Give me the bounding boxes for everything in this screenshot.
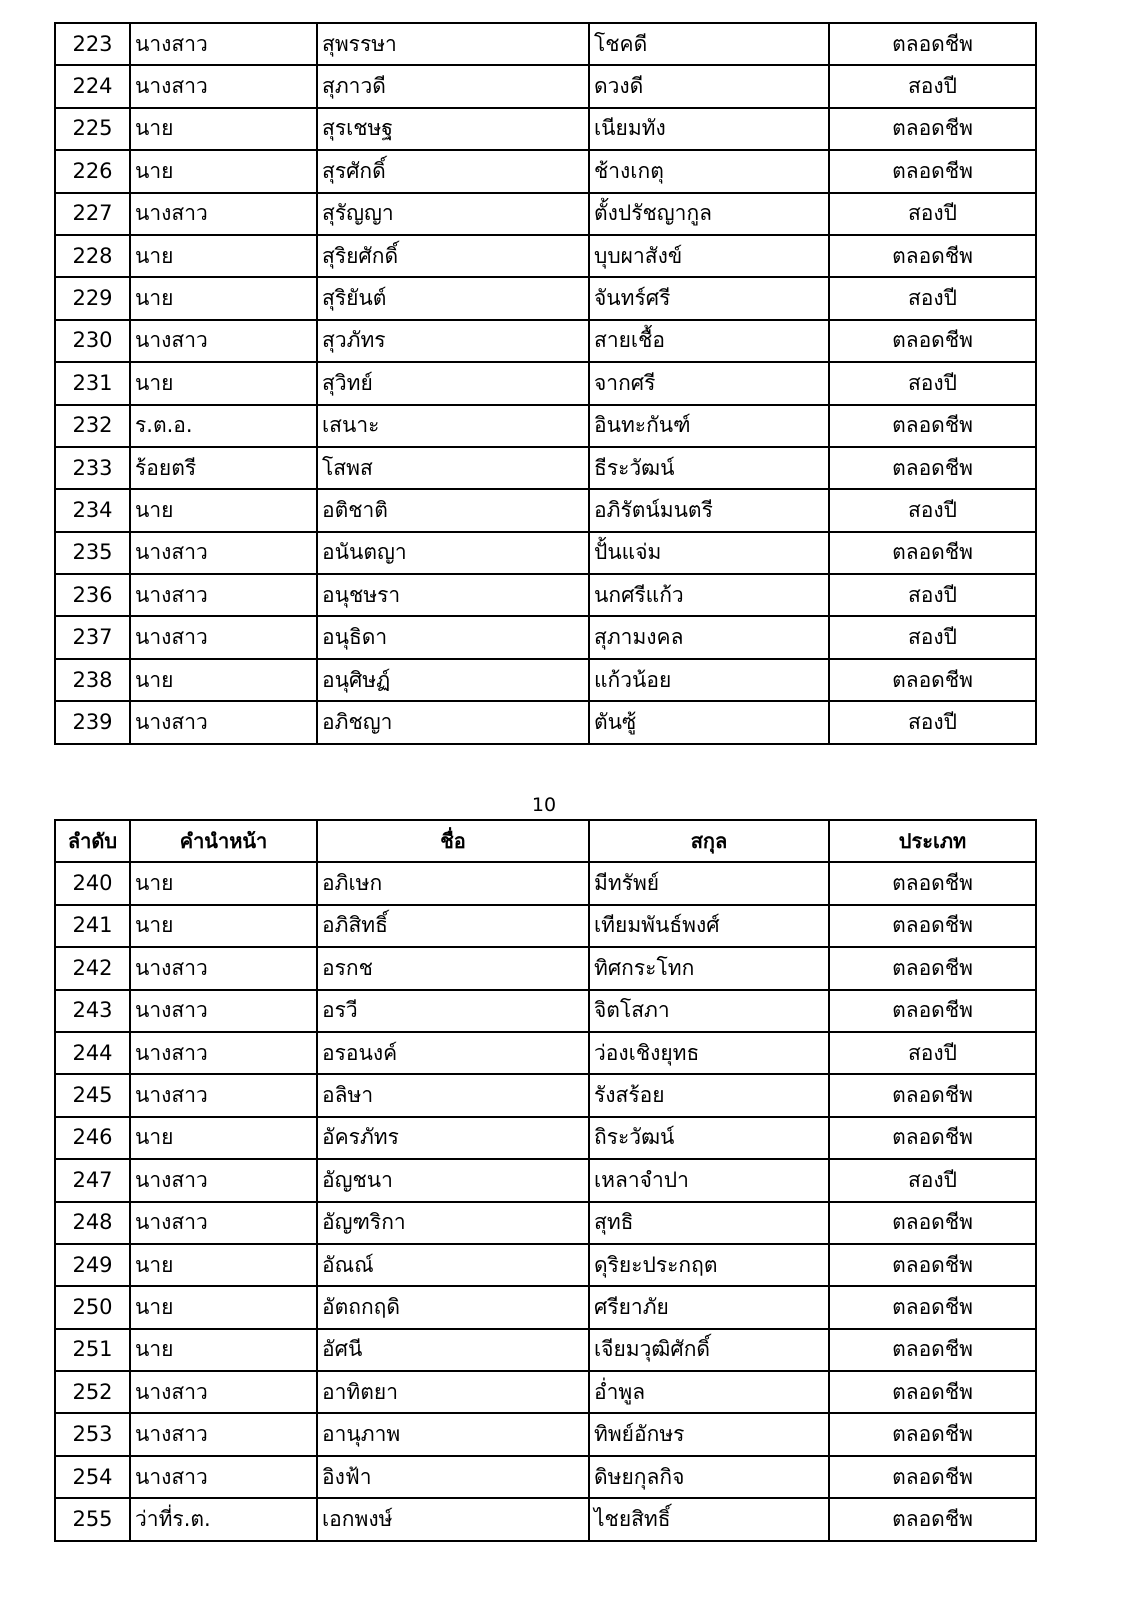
cell-last-name: สุภามงคล — [589, 616, 829, 658]
table-row — [55, 990, 1036, 1032]
table-row — [55, 108, 1036, 150]
cell-order: 237 — [55, 616, 130, 658]
member-table-top — [54, 22, 1037, 745]
cell-type: ตลอดชีพ — [829, 659, 1036, 701]
cell-last-name: ช้างเกตุ — [589, 150, 829, 192]
cell-first-name: อภิชญา — [317, 701, 589, 743]
cell-prefix: นางสาว — [130, 1202, 317, 1244]
cell-type: สองปี — [829, 362, 1036, 404]
cell-order: 255 — [55, 1498, 130, 1540]
cell-last-name: แก้วน้อย — [589, 659, 829, 701]
table-row — [55, 447, 1036, 489]
cell-prefix: นาย — [130, 1286, 317, 1328]
cell-first-name: อัญชนา — [317, 1159, 589, 1201]
cell-prefix: นางสาว — [130, 532, 317, 574]
cell-order: 234 — [55, 489, 130, 531]
cell-first-name: อัศนี — [317, 1329, 589, 1371]
table-row — [55, 1286, 1036, 1328]
cell-first-name: อานุภาพ — [317, 1413, 589, 1455]
page-number: 10 — [531, 794, 557, 816]
cell-type: ตลอดชีพ — [829, 447, 1036, 489]
cell-order: 245 — [55, 1074, 130, 1116]
cell-last-name: อ่ำพูล — [589, 1371, 829, 1413]
cell-last-name: เจียมวุฒิศักดิ์ — [589, 1329, 829, 1371]
table-row — [55, 1159, 1036, 1201]
table-row — [55, 1498, 1036, 1540]
cell-first-name: อัณณ์ — [317, 1244, 589, 1286]
cell-last-name: ว่องเชิงยุทธ — [589, 1032, 829, 1074]
cell-order: 249 — [55, 1244, 130, 1286]
cell-prefix: นางสาว — [130, 1074, 317, 1116]
cell-order: 240 — [55, 862, 130, 904]
cell-type: ตลอดชีพ — [829, 1498, 1036, 1540]
cell-last-name: สุทธิ — [589, 1202, 829, 1244]
cell-order: 228 — [55, 235, 130, 277]
member-table-bottom — [54, 819, 1037, 1542]
cell-prefix: นาย — [130, 362, 317, 404]
cell-prefix: นางสาว — [130, 701, 317, 743]
table-row — [55, 193, 1036, 235]
cell-first-name: อภิสิทธิ์ — [317, 905, 589, 947]
cell-first-name: อนุธิดา — [317, 616, 589, 658]
cell-last-name: จิตโสภา — [589, 990, 829, 1032]
cell-last-name: รังสร้อย — [589, 1074, 829, 1116]
header-first-name: ชื่อ — [317, 820, 589, 862]
cell-type: ตลอดชีพ — [829, 1371, 1036, 1413]
cell-prefix: นาย — [130, 905, 317, 947]
cell-type: ตลอดชีพ — [829, 947, 1036, 989]
cell-prefix: นางสาว — [130, 1413, 317, 1455]
cell-last-name: ศรียาภัย — [589, 1286, 829, 1328]
header-last-name: สกุล — [589, 820, 829, 862]
cell-type: ตลอดชีพ — [829, 320, 1036, 362]
cell-order: 235 — [55, 532, 130, 574]
cell-prefix: นาย — [130, 150, 317, 192]
header-order: ลำดับ — [55, 820, 130, 862]
cell-type: สองปี — [829, 193, 1036, 235]
table-row — [55, 1244, 1036, 1286]
cell-first-name: สุวิทย์ — [317, 362, 589, 404]
cell-type: สองปี — [829, 574, 1036, 616]
table-row — [55, 862, 1036, 904]
table-row — [55, 701, 1036, 743]
table-row — [55, 574, 1036, 616]
cell-prefix: นาย — [130, 1329, 317, 1371]
table-row — [55, 362, 1036, 404]
table-row — [55, 905, 1036, 947]
cell-order: 242 — [55, 947, 130, 989]
table-row — [55, 1413, 1036, 1455]
table-row — [55, 23, 1036, 65]
cell-type: สองปี — [829, 277, 1036, 319]
cell-prefix: นางสาว — [130, 320, 317, 362]
header-row — [55, 820, 1036, 862]
cell-type: ตลอดชีพ — [829, 108, 1036, 150]
cell-prefix: ร้อยตรี — [130, 447, 317, 489]
table-row — [55, 532, 1036, 574]
cell-last-name: จากศรี — [589, 362, 829, 404]
cell-type: ตลอดชีพ — [829, 862, 1036, 904]
cell-first-name: สุรศักดิ์ — [317, 150, 589, 192]
table-row — [55, 489, 1036, 531]
cell-last-name: ถิระวัฒน์ — [589, 1117, 829, 1159]
cell-first-name: อลิษา — [317, 1074, 589, 1116]
cell-first-name: อัตถกฤดิ — [317, 1286, 589, 1328]
cell-order: 229 — [55, 277, 130, 319]
cell-last-name: นกศรีแก้ว — [589, 574, 829, 616]
cell-last-name: บุบผาสังข์ — [589, 235, 829, 277]
cell-prefix: นาย — [130, 659, 317, 701]
cell-type: ตลอดชีพ — [829, 905, 1036, 947]
cell-order: 223 — [55, 23, 130, 65]
cell-prefix: นางสาว — [130, 990, 317, 1032]
cell-first-name: โสพส — [317, 447, 589, 489]
cell-order: 239 — [55, 701, 130, 743]
cell-last-name: เทียมพันธ์พงศ์ — [589, 905, 829, 947]
cell-order: 238 — [55, 659, 130, 701]
table-header — [55, 820, 1036, 862]
table-row — [55, 320, 1036, 362]
cell-last-name: ทิศกระโทก — [589, 947, 829, 989]
cell-order: 250 — [55, 1286, 130, 1328]
cell-type: สองปี — [829, 701, 1036, 743]
cell-prefix: นาย — [130, 108, 317, 150]
cell-order: 254 — [55, 1456, 130, 1498]
cell-type: ตลอดชีพ — [829, 1413, 1036, 1455]
cell-first-name: สุรัญญา — [317, 193, 589, 235]
table-row — [55, 1032, 1036, 1074]
cell-first-name: สุพรรษา — [317, 23, 589, 65]
cell-prefix: นางสาว — [130, 947, 317, 989]
cell-type: ตลอดชีพ — [829, 150, 1036, 192]
cell-last-name: เหลาจำปา — [589, 1159, 829, 1201]
cell-first-name: สุริยศักดิ์ — [317, 235, 589, 277]
cell-type: สองปี — [829, 65, 1036, 107]
cell-first-name: อรวี — [317, 990, 589, 1032]
cell-first-name: สุรเชษฐ — [317, 108, 589, 150]
cell-type: สองปี — [829, 1032, 1036, 1074]
cell-last-name: อภิรัตน์มนตรี — [589, 489, 829, 531]
table-row — [55, 1074, 1036, 1116]
cell-last-name: ดวงดี — [589, 65, 829, 107]
cell-type: ตลอดชีพ — [829, 1329, 1036, 1371]
cell-prefix: นาย — [130, 862, 317, 904]
cell-last-name: โชคดี — [589, 23, 829, 65]
cell-last-name: ธีระวัฒน์ — [589, 447, 829, 489]
cell-type: สองปี — [829, 616, 1036, 658]
cell-type: ตลอดชีพ — [829, 1117, 1036, 1159]
cell-first-name: อัญฑริกา — [317, 1202, 589, 1244]
cell-prefix: นาย — [130, 1244, 317, 1286]
table-row — [55, 1456, 1036, 1498]
cell-order: 241 — [55, 905, 130, 947]
table-row — [55, 947, 1036, 989]
cell-type: ตลอดชีพ — [829, 1244, 1036, 1286]
cell-first-name: สุวภัทร — [317, 320, 589, 362]
cell-prefix: ว่าที่ร.ต. — [130, 1498, 317, 1540]
cell-prefix: นาย — [130, 1117, 317, 1159]
cell-prefix: นาย — [130, 489, 317, 531]
cell-prefix: นางสาว — [130, 1032, 317, 1074]
cell-order: 247 — [55, 1159, 130, 1201]
cell-type: ตลอดชีพ — [829, 405, 1036, 447]
cell-order: 236 — [55, 574, 130, 616]
table-row — [55, 277, 1036, 319]
member-table-bottom-body — [55, 862, 1036, 1540]
cell-prefix: นางสาว — [130, 1456, 317, 1498]
cell-first-name: อิงฟ้า — [317, 1456, 589, 1498]
cell-type: สองปี — [829, 489, 1036, 531]
cell-first-name: เสนาะ — [317, 405, 589, 447]
cell-order: 226 — [55, 150, 130, 192]
header-prefix: คำนำหน้า — [130, 820, 317, 862]
cell-last-name: อินทะกันฑ์ — [589, 405, 829, 447]
cell-first-name: อนุศิษฏ์ — [317, 659, 589, 701]
cell-first-name: สุภาวดี — [317, 65, 589, 107]
table-row — [55, 659, 1036, 701]
cell-type: ตลอดชีพ — [829, 235, 1036, 277]
cell-first-name: อรกช — [317, 947, 589, 989]
cell-last-name: ไชยสิทธิ์ — [589, 1498, 829, 1540]
cell-prefix: ร.ต.อ. — [130, 405, 317, 447]
cell-last-name: ดุริยะประกฤต — [589, 1244, 829, 1286]
cell-prefix: นางสาว — [130, 1159, 317, 1201]
cell-first-name: สุริยันต์ — [317, 277, 589, 319]
cell-prefix: นางสาว — [130, 574, 317, 616]
cell-type: ตลอดชีพ — [829, 1202, 1036, 1244]
cell-type: ตลอดชีพ — [829, 1074, 1036, 1116]
table-row — [55, 1202, 1036, 1244]
cell-type: สองปี — [829, 1159, 1036, 1201]
table-row — [55, 1117, 1036, 1159]
cell-last-name: ตันซู้ — [589, 701, 829, 743]
cell-type: ตลอดชีพ — [829, 1286, 1036, 1328]
cell-order: 227 — [55, 193, 130, 235]
cell-prefix: นาย — [130, 277, 317, 319]
table-row — [55, 1329, 1036, 1371]
header-type: ประเภท — [829, 820, 1036, 862]
cell-order: 231 — [55, 362, 130, 404]
cell-order: 252 — [55, 1371, 130, 1413]
cell-prefix: นางสาว — [130, 23, 317, 65]
cell-type: ตลอดชีพ — [829, 1456, 1036, 1498]
table-row — [55, 235, 1036, 277]
cell-order: 244 — [55, 1032, 130, 1074]
cell-last-name: ตั้งปรัชญากูล — [589, 193, 829, 235]
cell-order: 225 — [55, 108, 130, 150]
cell-first-name: เอกพงษ์ — [317, 1498, 589, 1540]
cell-type: ตลอดชีพ — [829, 23, 1036, 65]
cell-first-name: อนุชษรา — [317, 574, 589, 616]
cell-prefix: นางสาว — [130, 193, 317, 235]
cell-first-name: อภิเษก — [317, 862, 589, 904]
cell-type: ตลอดชีพ — [829, 990, 1036, 1032]
cell-prefix: นางสาว — [130, 616, 317, 658]
table-row — [55, 1371, 1036, 1413]
cell-order: 224 — [55, 65, 130, 107]
table-row — [55, 65, 1036, 107]
cell-last-name: มีทรัพย์ — [589, 862, 829, 904]
cell-order: 232 — [55, 405, 130, 447]
cell-prefix: นางสาว — [130, 65, 317, 107]
cell-order: 246 — [55, 1117, 130, 1159]
cell-type: ตลอดชีพ — [829, 532, 1036, 574]
cell-last-name: เนียมทัง — [589, 108, 829, 150]
cell-first-name: อนันตญา — [317, 532, 589, 574]
cell-order: 230 — [55, 320, 130, 362]
cell-order: 253 — [55, 1413, 130, 1455]
cell-last-name: ปั้นแจ่ม — [589, 532, 829, 574]
cell-first-name: อาทิตยา — [317, 1371, 589, 1413]
cell-order: 243 — [55, 990, 130, 1032]
cell-order: 233 — [55, 447, 130, 489]
member-table-top-body — [55, 23, 1036, 744]
cell-first-name: อติชาติ — [317, 489, 589, 531]
table-row — [55, 150, 1036, 192]
table-row — [55, 405, 1036, 447]
cell-order: 248 — [55, 1202, 130, 1244]
table-row — [55, 616, 1036, 658]
cell-first-name: อัครภัทร — [317, 1117, 589, 1159]
cell-last-name: สายเชื้อ — [589, 320, 829, 362]
cell-prefix: นางสาว — [130, 1371, 317, 1413]
cell-first-name: อรอนงค์ — [317, 1032, 589, 1074]
cell-last-name: จันทร์ศรี — [589, 277, 829, 319]
cell-prefix: นาย — [130, 235, 317, 277]
cell-last-name: ทิพย์อักษร — [589, 1413, 829, 1455]
cell-last-name: ดิษยกุลกิจ — [589, 1456, 829, 1498]
cell-order: 251 — [55, 1329, 130, 1371]
